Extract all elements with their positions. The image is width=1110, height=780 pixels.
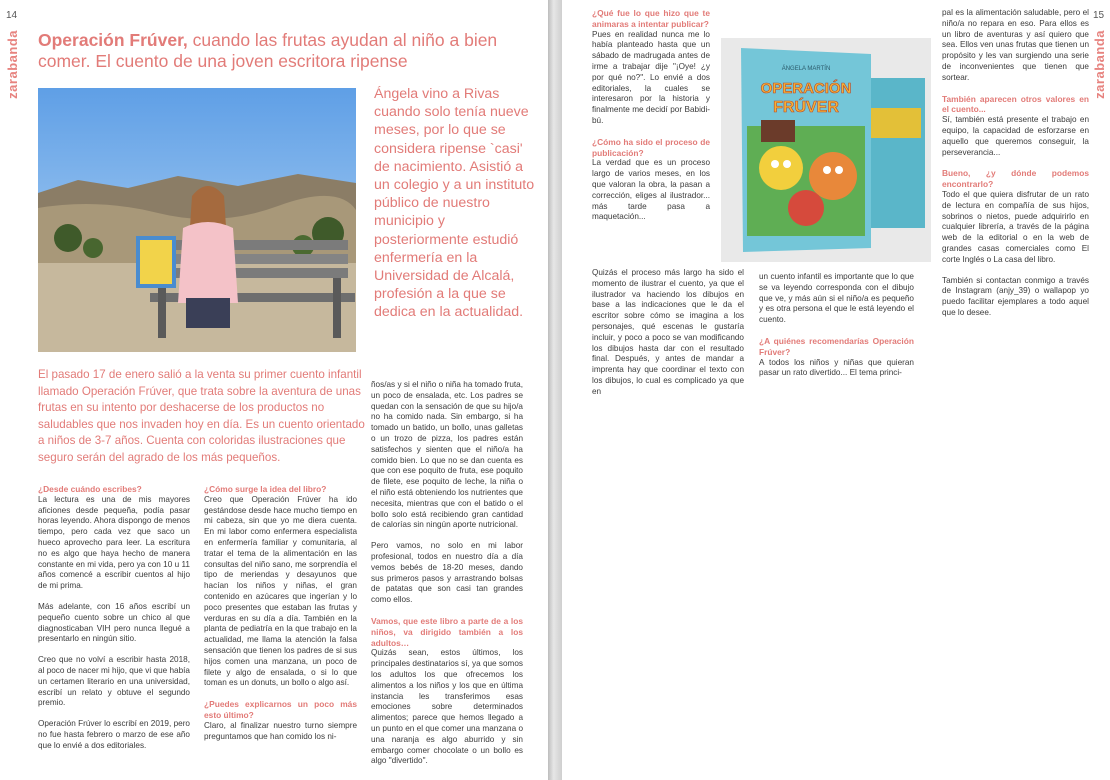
book-cover-photo — [721, 38, 931, 262]
answer-paragraph: Pero vamos, no solo en mi labor profesional, todos en nuestro día a día vemos bebés de 18-20 meses, dando sus primeros pasos y arrastrando bolsas de patatas que son casi tan grandes como ellos. — [371, 541, 523, 605]
answer-paragraph: Creo que Operación Frúver ha ido gestándose desde hace mucho tiempo en mi cabeza, sin que yo me diera cuenta. En mi labor como enfermera especialista en enfermería familiar y comunitaria, al tratar el tema de la alimentación en las consultas del niño sano, me sorprendía el tipo de meriendas y desayunos que hacían los niños y niñas, el gran contenido en azúcares que ingerían y lo poco presentes que estaban las frutas y verduras en su día a día. También en la planta de pediatría en la que trabajo en la actualidad, me llama la atención la falsa sensación que tienen los padres de si sus hijos comen una manzana, un poco de filete y algo de ensalada, o si lo que toman es un donuts, un bollo o algo así. — [204, 494, 357, 688]
title-rest: cuando las frutas ayudan al niño a bien comer. El cuento de una joven escritora ripense — [38, 30, 498, 71]
left-column-2 — [204, 484, 357, 752]
article-intro: Ángela vino a Rivas cuando solo tenía nueve meses, por lo que se considera ripense `casi' de nacimiento. Asistió a un colegio y a un instituto público de nuestro municipio y posteriormente estudió enfermería en la Universidad de Alcalá, profesión a la que se dedica en la actualidad. — [374, 86, 535, 321]
answer-paragraph: ños/as y si el niño o niña ha tomado fruta, un poco de ensalada, etc. Los padres se quedan con la sensación de que su hijo/a no ha comido nada. Sin embargo, si ha tomado un batido, un bollo, unas galletas o un trozo de pizza, los padres están satisfechos y sienten que el niño/a ha comido bien. Lo que no se dan cuenta es que con ese poquito de fruta, ese poquito de filete, ese poquito de leche, la niña o el niño está obteniendo los nutrientes que necesita, mientras que con el batido o el bollo solo está recibiendo gran cantidad de calorías sin ningún aporte nutricional. — [371, 380, 523, 530]
question-heading: ¿Cómo surge la idea del libro? — [204, 484, 327, 494]
answer-paragraph: La verdad que es un proceso largo de varios meses, en los que valoran la obra, la pasan a corrección, eliges al ilustrador... más tarde pasa a maquetación... — [592, 158, 710, 222]
answer-paragraph: Todo el que quiera disfrutar de un rato de lectura en compañía de sus hijos, sobrinos o nietos, puede adquirirlo en cualquier librería, a través de la página web de la editorial o en la web de grandes casas comerciales como El corte Inglés o La casa del libro. — [942, 189, 1089, 264]
author-photo-illustration — [38, 88, 356, 352]
question-heading: ¿Qué fue lo que hizo que te animaras a intentar publicar? — [592, 8, 710, 29]
question-heading: Vamos, que este libro a parte de a los niños, va dirigido también a los adultos… — [371, 615, 523, 648]
question-heading: ¿Desde cuándo escribes? — [38, 484, 142, 494]
book-title-line2: FRÚVER — [773, 99, 839, 116]
left-column-1 — [38, 484, 190, 762]
answer-paragraph: Quizás el proceso más largo ha sido el momento de ilustrar el cuento, ya que el ilustrador va haciendo los dibujos en base a las indicaciones que le da el escritor sobre cómo se imagina a los personajes, qué escenas le gustaría incluir, y poco a poco se van modificando los dibujos hasta dar con el resultado final. Después, y antes de mandar a imprenta hay que coordinar el texto con los dibujos, lo cual es complicado ya que en — [592, 268, 744, 396]
book-cover-illustration — [721, 38, 931, 262]
answer-paragraph: La lectura es una de mis mayores aficiones desde pequeña, podía pasar horas leyendo. Ahora dispongo de menos tiempo, pero cada vez que saco un hueco aprovecho para leer. La escritura no es algo que haya hecho de manera constante en mi vida, pero ya con 10 u 11 años comencé a escribir cuentos al hijo de mi prima. — [38, 494, 190, 591]
question-heading: ¿A quiénes recomendarías Operación Frúver? — [759, 335, 914, 357]
author-photo — [38, 88, 356, 352]
brand-logo-right: zarabanda — [1092, 30, 1107, 99]
question-heading: ¿Cómo ha sido el proceso de publicación? — [592, 136, 710, 158]
answer-paragraph: Pues en realidad nunca me lo había planteado hasta que un sábado de madrugada antes de irme a trabajar dije "¡Oye! ¿y por qué no?". Lo envié a dos editoriales, la cuales se interesaron por la historia y finalmente me decidí por Babidi-bú. — [592, 29, 710, 125]
article-title — [38, 30, 538, 72]
question-heading: También aparecen otros valores en el cuento... — [942, 93, 1089, 115]
right-column-2 — [759, 272, 914, 389]
answer-paragraph: También si contactan conmigo a través de Instagram (anjy_39) o wallapop yo puedo facilitar ejemplares a todo aquel que lo desee. — [942, 275, 1089, 317]
question-heading: ¿Puedes explicarnos un poco más esto último? — [204, 699, 357, 720]
answer-paragraph: Operación Frúver lo escribí en 2019, pero no fue hasta febrero o marzo de ese año que lo envié a dos editoriales. — [38, 719, 190, 750]
title-bold: Operación Frúver, — [38, 30, 188, 50]
right-column-1-bottom — [592, 268, 744, 408]
answer-paragraph: Claro, al finalizar nuestro turno siempre preguntamos que han comido los ni- — [204, 720, 357, 741]
answer-paragraph: Más adelante, con 16 años escribí un pequeño cuento sobre un chico al que diagnosticaban VIH pero nunca llegué a presentarlo en ningún sitio. — [38, 601, 190, 644]
page-number-left: 14 — [6, 10, 18, 21]
brand-logo-left: zarabanda — [5, 30, 20, 99]
right-page — [562, 0, 1110, 780]
answer-paragraph: Quizás sean, estos últimos, los principales destinatarios sí, ya que somos los adultos los que ofrecemos los alimentos a los niños y los que en última instancia les transferimos esas emociones sobre determinados alimentos; parece que hemos llegado a un punto en el que comer una manzana o una naranja es algo aburrido y sin embargo comer chocolate o un bollo es algo "divertido". — [371, 648, 524, 766]
answer-paragraph: un cuento infantil es importante que lo que se va leyendo corresponda con el dibujo que ve, y más aún si el niño/a es pequeño y es otra persona el que le está leyendo el cuento. — [759, 272, 914, 325]
right-column-3 — [942, 8, 1089, 329]
answer-paragraph: pal es la alimentación saludable, pero el niño/a no repara en eso. Para ellos es un libro de aventuras y así quiero que sea. Ellos ven unas frutas que tienen un propósito y les van surgiendo una serie de inconvenientes que tienen que sortear. — [942, 8, 1089, 82]
answer-paragraph: Sí, también está presente el trabajo en equipo, la capacidad de esforzarse en aquello que queremos conseguir, la perseverancia... — [942, 115, 1089, 157]
left-column-3 — [371, 380, 523, 777]
left-page — [0, 0, 548, 780]
right-column-1-top — [592, 8, 710, 233]
answer-paragraph: Creo que no volví a escribir hasta 2018, al poco de nacer mi hijo, que vi que había un certamen literario en una universidad, escribí un relato y obtuve el segundo premio. — [38, 655, 190, 708]
article-lead: El pasado 17 de enero salió a la venta su primer cuento infantil llamado Operación Frúver, que trata sobre la aventura de unas frutas en su intento por deshacerse de los productos no saludables que nos invaden hoy en día. Es un cuento orientado a niños de 3-7 años. Cuenta con coloridas ilustraciones que seguro serán del agrado de los más pequeños. — [38, 368, 365, 464]
book-spine — [548, 0, 562, 780]
question-heading: Bueno, ¿y dónde podemos encontrarlo? — [942, 168, 1089, 190]
page-number-right: 15 — [1093, 10, 1105, 21]
book-author: ÁNGELA MARTÍN — [781, 66, 831, 72]
answer-paragraph: A todos los niños y niñas que quieran pasar un rato divertido... El tema princi- — [759, 357, 914, 378]
book-title-line1: OPERACIÓN — [760, 80, 852, 97]
